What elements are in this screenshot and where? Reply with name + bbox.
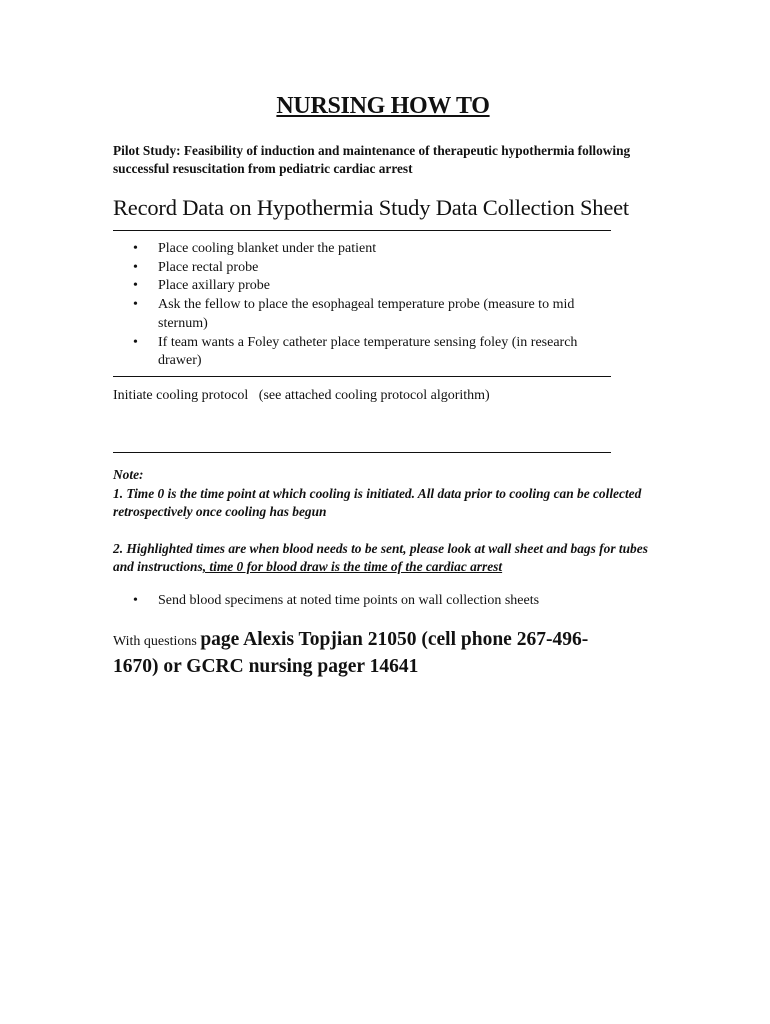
divider-line [113, 376, 611, 377]
list-item: • Place rectal probe [113, 259, 611, 278]
list-item: • Place cooling blanket under the patient [113, 240, 611, 259]
list-item: • Ask the fellow to place the esophageal temperature probe (measure to mid sternum) [113, 296, 611, 333]
divider-line [113, 452, 611, 453]
list-item: • If team wants a Foley catheter place temperature sensing foley (in research drawer) [113, 334, 611, 371]
study-subtitle: Pilot Study: Feasibility of induction and maintenance of therapeutic hypothermia following successful resuscitation from pediatric cardiac arrest [113, 143, 631, 176]
setup-steps-list [113, 240, 611, 371]
note-item-2 [113, 540, 653, 577]
note-label: Note: [113, 467, 144, 482]
contact-prefix: With questions [113, 634, 201, 649]
protocol-instruction: Initiate cooling protocol (see attached cooling protocol algorithm) [113, 388, 490, 403]
document-title: NURSING HOW TO [276, 93, 490, 119]
list-item: • Place axillary probe [113, 277, 611, 296]
contact-info [113, 627, 633, 680]
contact-details: page Alexis Topjian 21050 (cell phone 267-496-1670) or GCRC nursing pager 14641 [113, 629, 589, 677]
section-heading: Record Data on Hypothermia Study Data Collection Sheet [113, 195, 629, 220]
specimens-list [113, 591, 633, 610]
list-item: • Send blood specimens at noted time points on wall collection sheets [113, 591, 633, 610]
note-item-1: 1. Time 0 is the time point at which cooling is initiated. All data prior to cooling can be collected retrospectively once cooling has begun [113, 485, 642, 519]
note-block [113, 466, 653, 577]
divider-line [113, 230, 611, 231]
note-item-2-underlined: , time 0 for blood draw is the time of the cardiac arrest [202, 559, 503, 574]
note-item-2-text: 2. Highlighted times are when blood needs to be sent, please look at wall sheet and bags for tubes and instructions [113, 540, 648, 574]
